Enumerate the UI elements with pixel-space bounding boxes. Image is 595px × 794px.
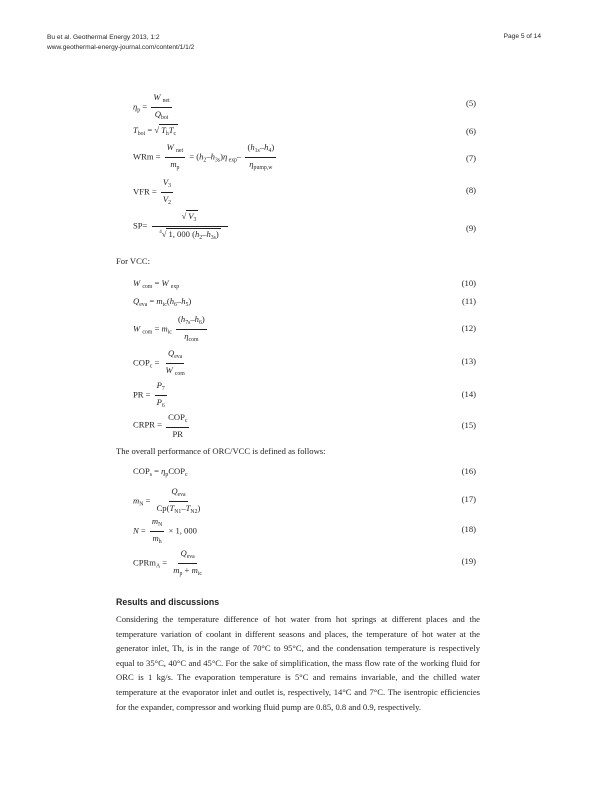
equation-number: (19)	[461, 556, 476, 566]
section-body-text: Considering the temperature difference of hot water from hot springs at different places and the temperature variation of coolant in different seasons and places, the temperature of hot water at the generator inlet, Th, is in the range of 70°C to 95°C, and the condensation temperature is respectively equal to 35°C, 40°C and 45°C. For the sake of simplification, the mass flow rate of the working fluid for ORC is 1 kg/s. The evaporation temperature is 5°C and remains invariable, and the chilled water temperature at the evaporator inlet and outlet is, respectively, 14°C and 7°C. The isentropic efficiencies for the expander, compressor and working fluid pump are 0.85, 0.8 and 0.9, respectively.	[116, 614, 480, 712]
equation-number: (10)	[461, 278, 476, 288]
equation-number: (14)	[461, 389, 476, 399]
equation-13: $COP_c$ = $\frac{Q_{eva}}{W _{com}}$	[133, 348, 185, 377]
page-number: Page 5 of 14	[503, 33, 541, 40]
equation-15: CRPR = $\frac{COP_c}{PR}$	[133, 412, 188, 439]
equation-12: W $_{com} = m_{ic}$ $\frac{(h_{7s}-h_6)}{\eta_{com}}$	[133, 314, 205, 343]
equation-11: $Q_{eva} = m_{ic}(h_6-h_5)$	[133, 296, 192, 308]
equation-9: SP= $\frac{√ V_3}{^4√ 1, 000 (h_2-h_{3s})}$	[133, 210, 230, 243]
equation-number: (18)	[461, 524, 476, 534]
equation-number: (17)	[461, 494, 476, 504]
equation-number: (6)	[465, 126, 476, 136]
equation-14: PR = $\frac{P_7}{P_6}$	[133, 380, 165, 409]
equation-number: (13)	[461, 356, 476, 366]
equation-number: (15)	[461, 420, 476, 430]
equation-7: WRm = $\frac{W _{net}}{m_p}$ = $(h_2-h_{3s})\eta$ $_{exp}$– $\frac{(h_{1s}-h_4)}{\eta_{pump,w}}$	[133, 142, 275, 171]
equation-number: (11)	[462, 296, 476, 306]
article-url: www.geothermal-energy-journal.com/content/1/1/2	[47, 43, 195, 51]
equation-10: W $_{com}$ = W $_{exp}$	[133, 278, 180, 290]
equation-number: (7)	[465, 153, 476, 163]
equation-number: (5)	[465, 98, 476, 108]
section-heading: Results and discussions	[116, 597, 220, 607]
equation-number: (8)	[465, 185, 476, 195]
equation-6: $T_{boi}$ = √ $T_hT_c$	[133, 125, 177, 137]
equation-number: (9)	[465, 223, 476, 233]
equation-number: (16)	[461, 466, 476, 476]
equation-5: $\eta_p$ = $\frac{W _{net}}{Q_{boi}}$	[133, 92, 170, 121]
equation-8: VFR = $\frac{V_3}{V_2}$	[133, 177, 172, 206]
equation-16: $COP_s = \eta_pCOP_c$	[133, 466, 188, 478]
equation-18: N = $\frac{m_N}{m_h}$ × 1, 000	[133, 516, 197, 545]
equation-number: (12)	[461, 323, 476, 333]
running-header	[47, 33, 194, 52]
equation-17: $m_N$ = $\frac{Q_{eva}}{Cp(T_{N1}-T_{N2})}$	[133, 486, 201, 515]
citation: Bu et al. Geothermal Energy 2013, 1:2	[47, 34, 160, 41]
overall-performance-text: The overall performance of ORC/VCC is defined as follows:	[116, 446, 326, 456]
for-vcc-label: For VCC:	[116, 256, 150, 266]
equation-19: CPRm$_A$ = $\frac{Q_{eva}}{m_p + m_{ic}}$	[133, 548, 202, 577]
